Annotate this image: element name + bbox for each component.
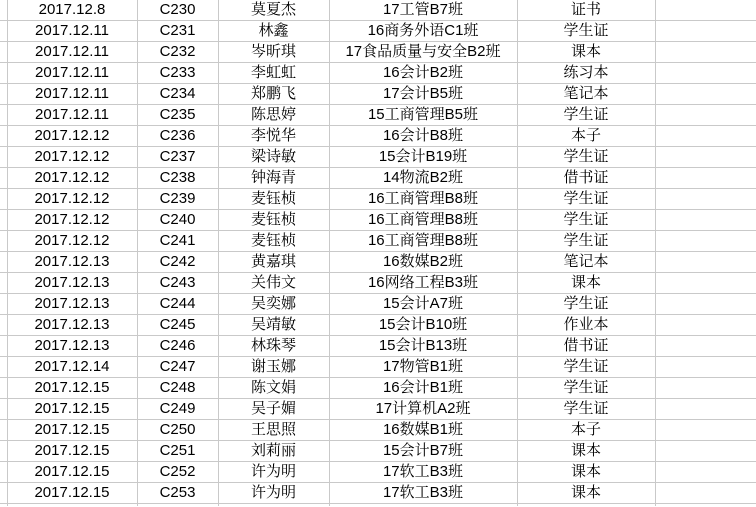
cell-spacer[interactable] — [0, 84, 7, 105]
table-row — [0, 210, 756, 231]
cell-class[interactable]: 16工商管理B8班 — [329, 210, 517, 231]
cell-empty[interactable] — [655, 63, 756, 84]
cell-date[interactable]: 2017.12.12 — [7, 168, 137, 189]
cell-name[interactable]: 莫夏杰 — [218, 0, 329, 21]
cell-spacer[interactable] — [0, 252, 7, 273]
cell-class[interactable]: 16会计B1班 — [329, 378, 517, 399]
cell-item[interactable]: 学生证 — [517, 399, 655, 420]
cell-item[interactable]: 借书证 — [517, 168, 655, 189]
cell-empty[interactable] — [655, 189, 756, 210]
cell-spacer[interactable] — [0, 0, 7, 21]
cell-id[interactable]: C247 — [137, 357, 218, 378]
cell-class[interactable]: 15会计B13班 — [329, 336, 517, 357]
cell-name[interactable]: 陈思婷 — [218, 105, 329, 126]
table-row — [0, 147, 756, 168]
cell-name[interactable]: 麦钰桢 — [218, 210, 329, 231]
cell-empty[interactable] — [655, 126, 756, 147]
cell-date[interactable]: 2017.12.15 — [7, 483, 137, 504]
cell-name[interactable]: 麦钰桢 — [218, 231, 329, 252]
table-row — [0, 441, 756, 462]
cell-spacer[interactable] — [0, 273, 7, 294]
table-row — [0, 420, 756, 441]
table-row — [0, 126, 756, 147]
cell-name[interactable]: 岑昕琪 — [218, 42, 329, 63]
cell-spacer[interactable] — [0, 336, 7, 357]
cell-spacer[interactable] — [0, 21, 7, 42]
cell-class[interactable]: 16工商管理B8班 — [329, 231, 517, 252]
cell-spacer[interactable] — [0, 189, 7, 210]
cell-id[interactable]: C250 — [137, 420, 218, 441]
cell-item[interactable]: 学生证 — [517, 231, 655, 252]
cell-spacer[interactable] — [0, 231, 7, 252]
cell-name[interactable]: 关伟文 — [218, 273, 329, 294]
cell-class[interactable]: 17物管B1班 — [329, 357, 517, 378]
cell-empty[interactable] — [655, 462, 756, 483]
table-row — [0, 63, 756, 84]
cell-empty[interactable] — [655, 147, 756, 168]
cell-empty[interactable] — [0, 504, 7, 507]
cell-id[interactable]: C234 — [137, 84, 218, 105]
cell-item[interactable]: 学生证 — [517, 147, 655, 168]
cell-item[interactable]: 学生证 — [517, 294, 655, 315]
cell-name[interactable]: 郑鹏飞 — [218, 84, 329, 105]
cell-empty[interactable] — [655, 504, 756, 507]
cell-item[interactable]: 借书证 — [517, 336, 655, 357]
cell-id[interactable]: C237 — [137, 147, 218, 168]
cell-name[interactable]: 吴子媚 — [218, 399, 329, 420]
cell-spacer[interactable] — [0, 147, 7, 168]
cell-class[interactable]: 15会计B10班 — [329, 315, 517, 336]
cell-date[interactable]: 2017.12.13 — [7, 252, 137, 273]
cell-date[interactable]: 2017.12.11 — [7, 63, 137, 84]
cell-empty[interactable] — [218, 504, 329, 507]
cell-date[interactable]: 2017.12.13 — [7, 273, 137, 294]
cell-class[interactable]: 17食品质量与安全B2班 — [329, 42, 517, 63]
cell-id[interactable]: C251 — [137, 441, 218, 462]
cell-spacer[interactable] — [0, 399, 7, 420]
cell-spacer[interactable] — [0, 42, 7, 63]
cell-id[interactable]: C246 — [137, 336, 218, 357]
cell-id[interactable]: C239 — [137, 189, 218, 210]
cell-date[interactable]: 2017.12.13 — [7, 294, 137, 315]
cell-empty[interactable] — [655, 420, 756, 441]
cell-empty[interactable] — [655, 105, 756, 126]
cell-empty[interactable] — [655, 42, 756, 63]
table-row — [0, 378, 756, 399]
cell-item[interactable]: 证书 — [517, 0, 655, 21]
table-row — [0, 462, 756, 483]
cell-empty[interactable] — [655, 315, 756, 336]
cell-class[interactable]: 16数媒B1班 — [329, 420, 517, 441]
cell-item[interactable]: 课本 — [517, 441, 655, 462]
cell-empty[interactable] — [655, 84, 756, 105]
cell-name[interactable]: 麦钰桢 — [218, 189, 329, 210]
cell-id[interactable]: C249 — [137, 399, 218, 420]
table-row — [0, 336, 756, 357]
table-row — [0, 294, 756, 315]
cell-item[interactable]: 课本 — [517, 42, 655, 63]
cell-id[interactable]: C238 — [137, 168, 218, 189]
cell-item[interactable]: 学生证 — [517, 189, 655, 210]
cell-item[interactable]: 学生证 — [517, 21, 655, 42]
cell-date[interactable]: 2017.12.8 — [7, 0, 137, 21]
cell-name[interactable]: 王思照 — [218, 420, 329, 441]
cell-empty[interactable] — [7, 504, 137, 507]
cell-date[interactable]: 2017.12.11 — [7, 42, 137, 63]
cell-spacer[interactable] — [0, 168, 7, 189]
cell-name[interactable]: 吴奕娜 — [218, 294, 329, 315]
cell-id[interactable]: C245 — [137, 315, 218, 336]
cell-date[interactable]: 2017.12.14 — [7, 357, 137, 378]
cell-date[interactable]: 2017.12.13 — [7, 336, 137, 357]
cell-item[interactable]: 本子 — [517, 420, 655, 441]
table-row — [0, 21, 756, 42]
cell-empty[interactable] — [517, 504, 655, 507]
cell-spacer[interactable] — [0, 210, 7, 231]
cell-item[interactable]: 学生证 — [517, 210, 655, 231]
cell-name[interactable]: 许为明 — [218, 462, 329, 483]
cell-empty[interactable] — [329, 504, 517, 507]
cell-date[interactable]: 2017.12.15 — [7, 378, 137, 399]
cell-empty[interactable] — [655, 336, 756, 357]
table-row — [0, 399, 756, 420]
cell-id[interactable]: C241 — [137, 231, 218, 252]
cell-spacer[interactable] — [0, 420, 7, 441]
cell-date[interactable]: 2017.12.11 — [7, 84, 137, 105]
cell-date[interactable]: 2017.12.15 — [7, 462, 137, 483]
cell-spacer[interactable] — [0, 357, 7, 378]
cell-date[interactable]: 2017.12.12 — [7, 126, 137, 147]
cell-class[interactable]: 15会计B19班 — [329, 147, 517, 168]
cell-spacer[interactable] — [0, 126, 7, 147]
cell-date[interactable]: 2017.12.12 — [7, 147, 137, 168]
cell-id[interactable]: C232 — [137, 42, 218, 63]
cell-spacer[interactable] — [0, 441, 7, 462]
cell-class[interactable]: 16商务外语C1班 — [329, 21, 517, 42]
cell-name[interactable]: 林鑫 — [218, 21, 329, 42]
cell-id[interactable]: C253 — [137, 483, 218, 504]
cell-id[interactable]: C230 — [137, 0, 218, 21]
cell-date[interactable]: 2017.12.15 — [7, 420, 137, 441]
cell-item[interactable]: 本子 — [517, 126, 655, 147]
cell-spacer[interactable] — [0, 462, 7, 483]
cell-name[interactable]: 林珠琴 — [218, 336, 329, 357]
cell-class[interactable]: 17会计B5班 — [329, 84, 517, 105]
cell-item[interactable]: 课本 — [517, 483, 655, 504]
cell-date[interactable]: 2017.12.15 — [7, 399, 137, 420]
cell-item[interactable]: 学生证 — [517, 357, 655, 378]
cell-class[interactable]: 16数媒B2班 — [329, 252, 517, 273]
cell-date[interactable]: 2017.12.15 — [7, 441, 137, 462]
table-row — [0, 168, 756, 189]
cell-empty[interactable] — [655, 210, 756, 231]
cell-empty[interactable] — [655, 252, 756, 273]
cell-empty[interactable] — [655, 441, 756, 462]
table-row — [0, 273, 756, 294]
cell-id[interactable]: C244 — [137, 294, 218, 315]
cell-spacer[interactable] — [0, 294, 7, 315]
cell-class[interactable]: 16网络工程B3班 — [329, 273, 517, 294]
cell-class[interactable]: 17计算机A2班 — [329, 399, 517, 420]
cell-date[interactable]: 2017.12.13 — [7, 315, 137, 336]
cell-empty[interactable] — [655, 483, 756, 504]
cell-id[interactable]: C252 — [137, 462, 218, 483]
cell-class[interactable]: 17软工B3班 — [329, 483, 517, 504]
cell-class[interactable]: 16会计B2班 — [329, 63, 517, 84]
cell-class[interactable]: 17软工B3班 — [329, 462, 517, 483]
cell-item[interactable]: 课本 — [517, 273, 655, 294]
cell-date[interactable]: 2017.12.12 — [7, 210, 137, 231]
cell-class[interactable]: 16工商管理B8班 — [329, 189, 517, 210]
cell-empty[interactable] — [655, 0, 756, 21]
table-row — [0, 483, 756, 504]
cell-item[interactable]: 学生证 — [517, 105, 655, 126]
cell-id[interactable]: C235 — [137, 105, 218, 126]
table-row — [0, 231, 756, 252]
cell-name[interactable]: 谢玉娜 — [218, 357, 329, 378]
cell-empty[interactable] — [655, 294, 756, 315]
cell-class[interactable]: 17工管B7班 — [329, 0, 517, 21]
cell-class[interactable]: 16会计B8班 — [329, 126, 517, 147]
cell-name[interactable]: 吴靖敏 — [218, 315, 329, 336]
cell-id[interactable]: C236 — [137, 126, 218, 147]
table-row-partial — [0, 504, 756, 507]
table-row — [0, 105, 756, 126]
cell-name[interactable]: 刘莉丽 — [218, 441, 329, 462]
cell-id[interactable]: C231 — [137, 21, 218, 42]
table-row — [0, 189, 756, 210]
cell-date[interactable]: 2017.12.12 — [7, 189, 137, 210]
table-row — [0, 42, 756, 63]
cell-id[interactable]: C243 — [137, 273, 218, 294]
cell-spacer[interactable] — [0, 315, 7, 336]
cell-class[interactable]: 14物流B2班 — [329, 168, 517, 189]
cell-item[interactable]: 练习本 — [517, 63, 655, 84]
cell-id[interactable]: C248 — [137, 378, 218, 399]
cell-item[interactable]: 笔记本 — [517, 252, 655, 273]
cell-name[interactable]: 黄嘉琪 — [218, 252, 329, 273]
cell-id[interactable]: C240 — [137, 210, 218, 231]
cell-empty[interactable] — [655, 21, 756, 42]
cell-name[interactable]: 梁诗敏 — [218, 147, 329, 168]
cell-empty[interactable] — [655, 168, 756, 189]
cell-name[interactable]: 李虹虹 — [218, 63, 329, 84]
cell-empty[interactable] — [655, 273, 756, 294]
cell-empty[interactable] — [655, 378, 756, 399]
cell-empty[interactable] — [655, 357, 756, 378]
cell-id[interactable]: C242 — [137, 252, 218, 273]
cell-name[interactable]: 李悦华 — [218, 126, 329, 147]
table-row — [0, 315, 756, 336]
table-row — [0, 84, 756, 105]
cell-item[interactable]: 课本 — [517, 462, 655, 483]
table-row — [0, 252, 756, 273]
cell-spacer[interactable] — [0, 378, 7, 399]
cell-name[interactable]: 陈文娟 — [218, 378, 329, 399]
table-row — [0, 0, 756, 21]
cell-class[interactable]: 15会计B7班 — [329, 441, 517, 462]
cell-spacer[interactable] — [0, 483, 7, 504]
table-row — [0, 357, 756, 378]
cell-name[interactable]: 钟海青 — [218, 168, 329, 189]
cell-spacer[interactable] — [0, 105, 7, 126]
cell-item[interactable]: 学生证 — [517, 378, 655, 399]
cell-empty[interactable] — [137, 504, 218, 507]
cell-class[interactable]: 15工商管理B5班 — [329, 105, 517, 126]
cell-spacer[interactable] — [0, 63, 7, 84]
cell-empty[interactable] — [655, 231, 756, 252]
cell-date[interactable]: 2017.12.11 — [7, 21, 137, 42]
cell-empty[interactable] — [655, 399, 756, 420]
cell-item[interactable]: 作业本 — [517, 315, 655, 336]
cell-name[interactable]: 许为明 — [218, 483, 329, 504]
cell-date[interactable]: 2017.12.11 — [7, 105, 137, 126]
cell-id[interactable]: C233 — [137, 63, 218, 84]
cell-date[interactable]: 2017.12.12 — [7, 231, 137, 252]
cell-class[interactable]: 15会计A7班 — [329, 294, 517, 315]
cell-item[interactable]: 笔记本 — [517, 84, 655, 105]
